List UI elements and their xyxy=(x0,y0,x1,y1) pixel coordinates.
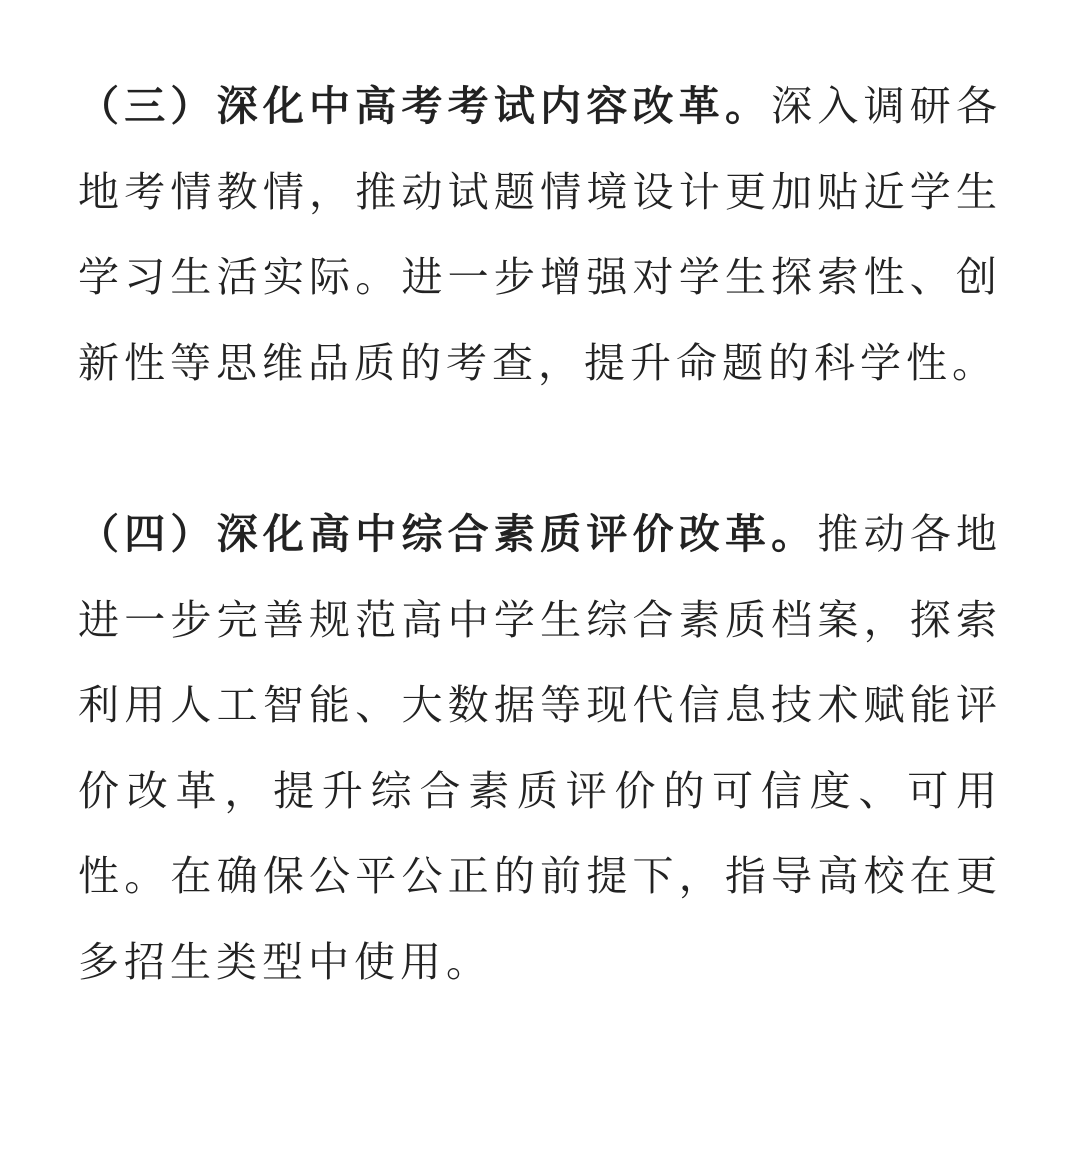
section-3-body: 深入调研各地考情教情，推动试题情境设计更加贴近学生学习生活实际。进一步增强对学生探索性、创新性等思维品质的考查，提升命题的科学性。 xyxy=(78,82,1002,387)
document-page xyxy=(78,64,1002,1005)
section-4-heading: （四）深化高中综合素质评价改革。 xyxy=(78,510,818,558)
section-4 xyxy=(78,492,1002,1005)
section-3 xyxy=(78,64,1002,406)
section-3-heading: （三）深化中高考考试内容改革。 xyxy=(78,82,772,130)
section-4-body: 推动各地进一步完善规范高中学生综合素质档案，探索利用人工智能、大数据等现代信息技术赋能评价改革，提升综合素质评价的可信度、可用性。在确保公平公正的前提下，指导高校在更多招生类型中使用。 xyxy=(78,510,1003,986)
